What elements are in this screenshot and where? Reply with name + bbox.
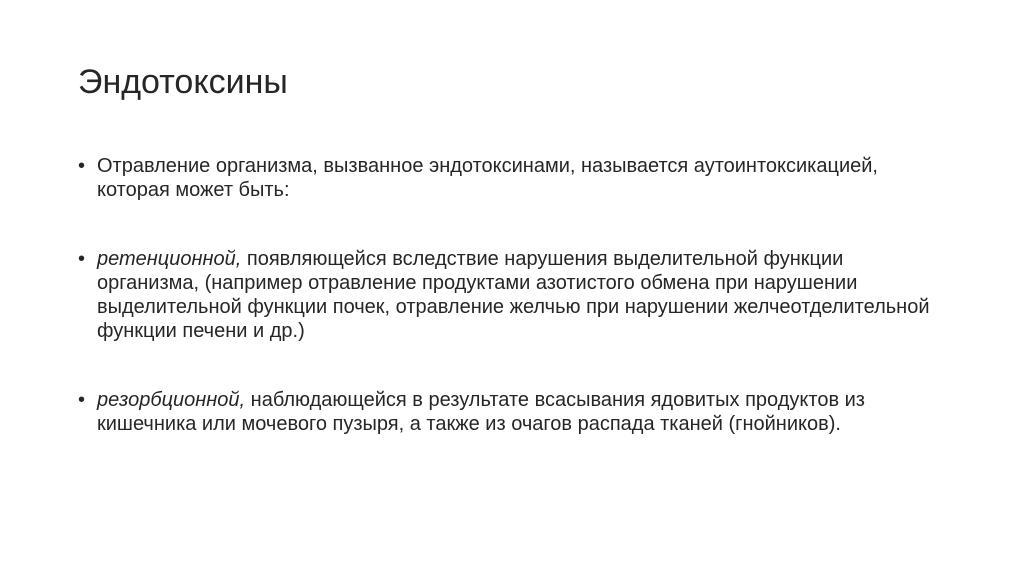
bullet-emphasis: ретенционной,	[97, 248, 242, 270]
bullet-dot-icon: •	[78, 389, 86, 411]
bullet-emphasis: резорбционной,	[97, 389, 246, 411]
bullet-dot-icon: •	[78, 248, 86, 270]
bullet-list	[78, 154, 948, 436]
bullet-text: Отравление организма, вызванное эндотоксинами, называется аутоинтоксикацией, которая может быть:	[97, 155, 878, 201]
bullet-item-resorption	[78, 388, 948, 436]
slide-title: Эндотоксины	[78, 63, 288, 101]
bullet-item-autointoxication	[78, 154, 948, 202]
bullet-item-retention	[78, 247, 948, 343]
bullet-dot-icon: •	[78, 155, 86, 177]
bullet-text: наблюдающейся в результате всасывания ядовитых продуктов из кишечника или мочевого пузыря, а также из очагов распада тканей (гнойников).	[97, 389, 865, 435]
bullet-text: появляющейся вследствие нарушения выделительной функции организма, (например отравление продуктами азотистого обмена при нарушении выделительной функции почек, отравление желчью при нарушении желчеотделительной функции печени и др.)	[97, 248, 930, 342]
